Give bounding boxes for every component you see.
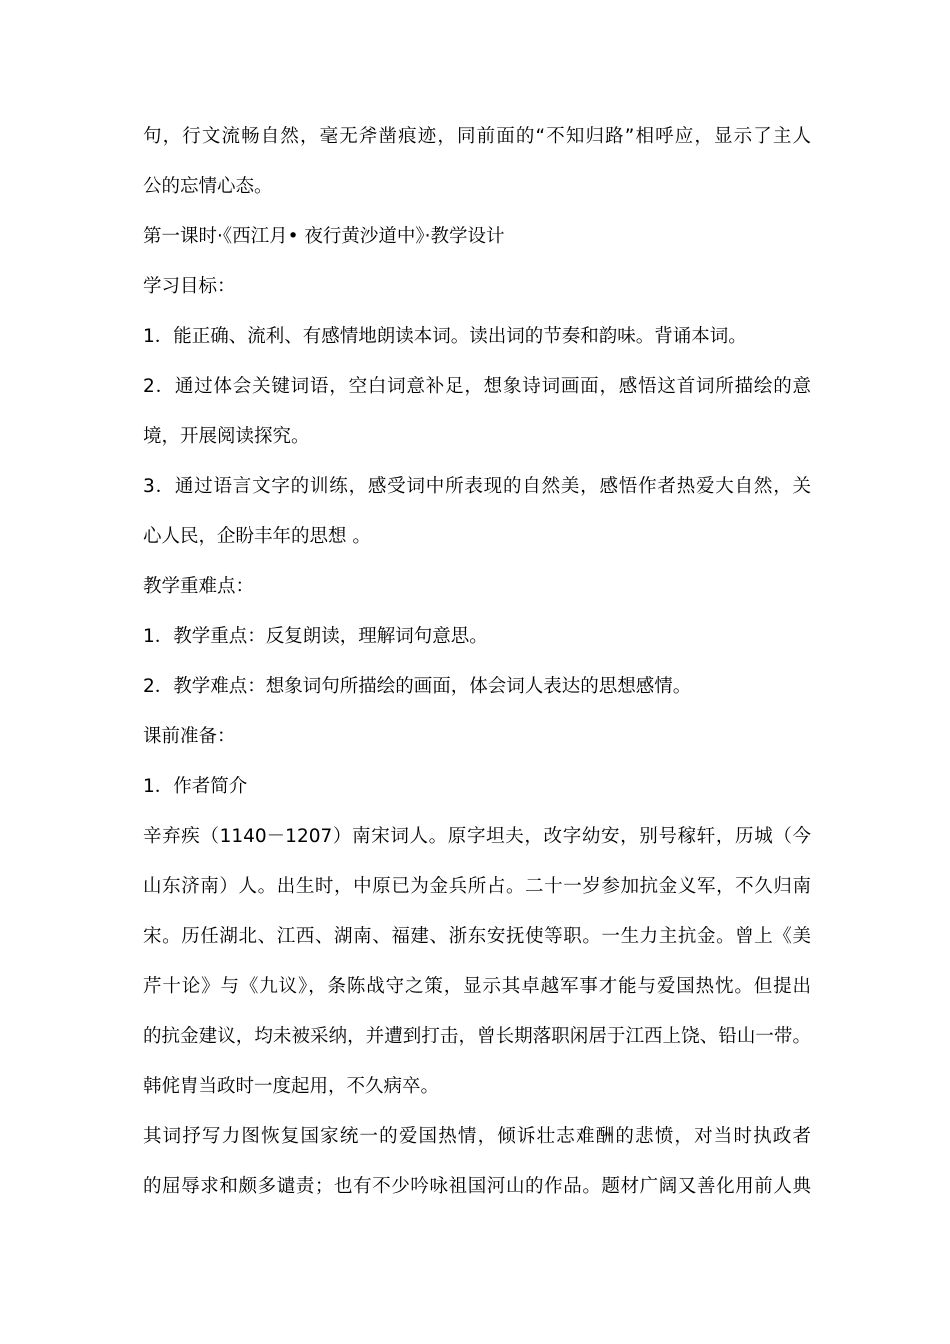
text-line: 韩侂胄当政时一度起用，不久病卒。 [143, 1076, 440, 1097]
section-heading: 课前准备： [143, 726, 236, 747]
text-line: 公的忘情心态。 [143, 176, 273, 197]
section-heading: 教学重难点： [143, 576, 255, 597]
list-item: 3．通过语言文字的训练，感受词中所表现的自然美，感悟作者热爱大自然，关 [143, 476, 811, 497]
section-title: 第一课时·《西江月• 夜行黄沙道中》·教学设计 [143, 226, 505, 247]
list-item: 2．教学难点：想象词句所描绘的画面，体会词人表达的思想感情。 [143, 676, 692, 697]
list-item: 1．教学重点：反复朗读，理解词句意思。 [143, 626, 488, 647]
text-line: 其词抒写力图恢复国家统一的爱国热情，倾诉壮志难酬的悲愤，对当时执政者 [143, 1126, 811, 1147]
text-line: 的抗金建议，均未被采纳，并遭到打击，曾长期落职闲居于江西上饶、铅山一带。 [143, 1026, 811, 1047]
text-line: 芹十论》与《九议》，条陈战守之策，显示其卓越军事才能与爱国热忱。但提出 [143, 976, 811, 997]
document-body [143, 112, 811, 1212]
section-heading: 学习目标： [143, 276, 236, 297]
text-line: 境，开展阅读探究。 [143, 426, 310, 447]
text-line: 句，行文流畅自然，毫无斧凿痕迹，同前面的“不知归路”相呼应，显示了主人 [143, 126, 811, 147]
text-line: 辛弃疾（1140－1207）南宋词人。原字坦夫，改字幼安，别号稼轩，历城（今 [143, 826, 811, 847]
list-item: 1．作者简介 [143, 776, 248, 797]
list-item: 1．能正确、流利、有感情地朗读本词。读出词的节奏和韵味。背诵本词。 [143, 326, 747, 347]
list-item: 2．通过体会关键词语，空白词意补足，想象诗词画面，感悟这首词所描绘的意 [143, 376, 811, 397]
text-line: 心人民，企盼丰年的思想 。 [143, 526, 371, 547]
text-line: 宋。历任湖北、江西、湖南、福建、浙东安抚使等职。一生力主抗金。曾上《美 [143, 926, 811, 947]
text-line: 的屈辱求和颇多谴责；也有不少吟咏祖国河山的作品。题材广阔又善化用前人典 [143, 1176, 811, 1197]
text-line: 山东济南）人。出生时，中原已为金兵所占。二十一岁参加抗金义军，不久归南 [143, 876, 811, 897]
